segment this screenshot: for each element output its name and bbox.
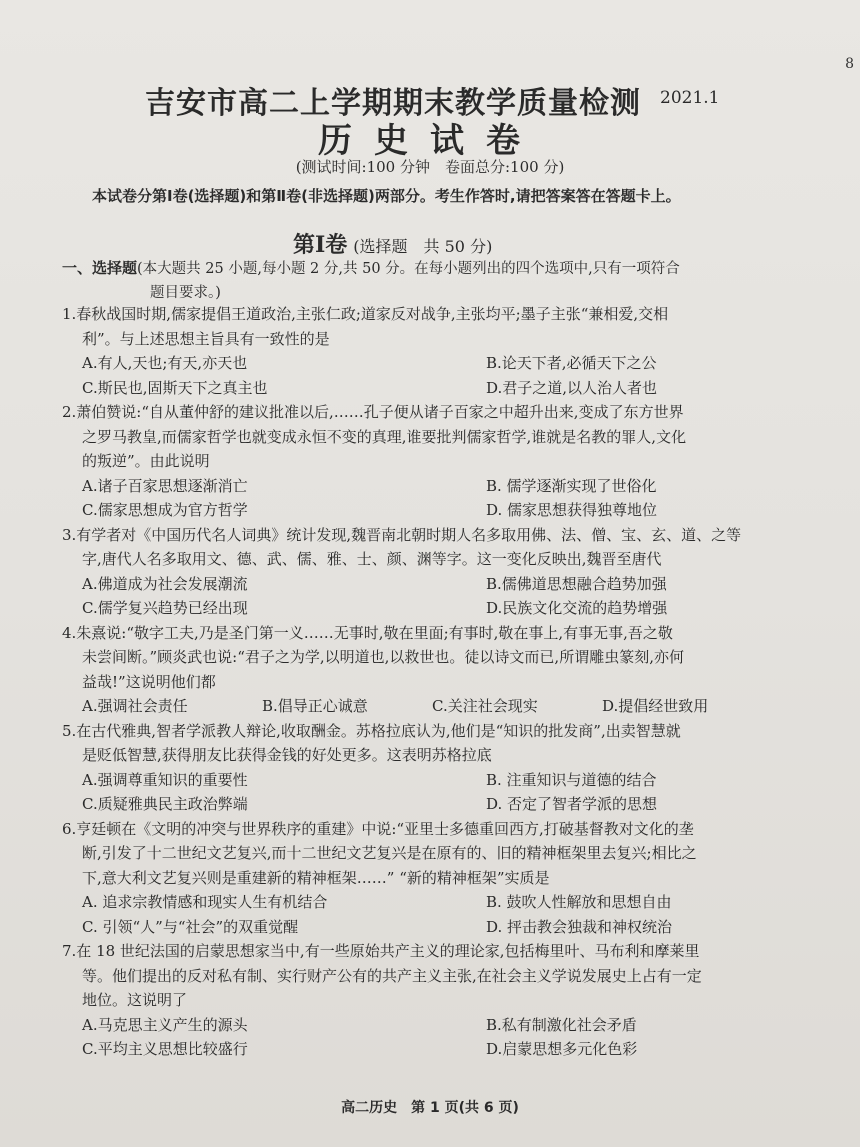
question-1 (62, 302, 802, 400)
options (62, 890, 802, 939)
stem-line: 下,意大利文艺复兴则是重建新的精神框架……” “新的精神框架”实质是 (82, 868, 550, 887)
page-footer: 高二历史 第 1 页(共 6 页) (341, 1100, 519, 1116)
option-a: A.强调社会责任 (82, 697, 188, 715)
section-intro (62, 256, 782, 305)
option-d: D. 否定了智者学派的思想 (486, 795, 658, 813)
option-d: D. 儒家思想获得独尊地位 (486, 501, 658, 519)
option-d: D.民族文化交流的趋势增强 (486, 599, 668, 617)
question-stem (62, 621, 802, 695)
part-heading (293, 228, 492, 259)
exam-meta: (测试时间:100 分钟 卷面总分:100 分) (295, 158, 565, 176)
exam-instruction: 本试卷分第Ⅰ卷(选择题)和第Ⅱ卷(非选择题)两部分。考生作答时,请把答案答在答题卡上。 (92, 187, 681, 205)
option-b: B. 鼓吹人性解放和思想自由 (486, 893, 672, 911)
option-a: A.有人,天也;有天,亦天也 (82, 354, 248, 372)
stem-line: 1.春秋战国时期,儒家提倡王道政治,主张仁政;道家反对战争,主张均平;墨子主张“兼相爱,交相 (62, 305, 669, 323)
option-c: C. 引领“人”与“社会”的双重觉醒 (82, 917, 299, 936)
question-7 (62, 939, 802, 1062)
options (62, 1013, 802, 1062)
stem-line: 6.亨廷顿在《文明的冲突与世界秩序的重建》中说:“亚里士多德重回西方,打破基督教对文化的垄 (62, 819, 694, 838)
stem-line: 的叛逆”。由此说明 (82, 452, 210, 470)
part-title: 第Ⅰ卷 (293, 232, 348, 258)
options (62, 694, 802, 719)
exam-title: 吉安市高二上学期期末教学质量检测 (145, 86, 641, 121)
stem-line: 未尝间断。”顾炎武也说:“君子之为学,以明道也,以救世也。徒以诗文而已,所谓雕虫篆刻,亦何 (82, 648, 684, 666)
option-a: A.诸子百家思想逐渐消亡 (82, 476, 248, 495)
question-stem (62, 302, 802, 351)
options (62, 768, 802, 817)
question-stem (62, 817, 802, 891)
question-stem (62, 719, 802, 768)
option-b: B. 注重知识与道德的结合 (486, 770, 657, 789)
option-a: A.马克思主义产生的源头 (82, 1015, 248, 1034)
options (62, 474, 802, 523)
stem-line: 地位。这说明了 (82, 991, 188, 1009)
option-c: C.质疑雅典民主政治弊端 (82, 795, 248, 813)
stem-line: 利”。与上述思想主旨具有一致性的是 (82, 329, 330, 348)
question-stem (62, 523, 802, 572)
options (62, 572, 802, 621)
question-4 (62, 621, 802, 719)
corner-mark: 8 (845, 56, 854, 72)
exam-date: 2021.1 (660, 88, 720, 108)
stem-line: 7.在 18 世纪法国的启蒙思想家当中,有一些原始共产主义的理论家,包括梅里叶、马布利和摩莱里 (62, 942, 700, 960)
option-a: A.强调尊重知识的重要性 (82, 770, 248, 789)
option-b: B.私有制激化社会矛盾 (486, 1015, 637, 1034)
option-b: B. 儒学逐渐实现了世俗化 (486, 476, 657, 495)
question-list (62, 302, 802, 1062)
part-note: (选择题 共 50 分) (353, 237, 493, 256)
option-c: C.儒家思想成为官方哲学 (82, 501, 248, 519)
section-desc: (本大题共 25 小题,每小题 2 分,共 50 分。在每小题列出的四个选项中,只有一项符合 (137, 261, 680, 277)
stem-line: 是贬低智慧,获得朋友比获得金钱的好处更多。这表明苏格拉底 (82, 746, 492, 764)
question-stem (62, 400, 802, 474)
option-b: B.倡导正心诚意 (262, 697, 368, 715)
option-d: D.提倡经世致用 (602, 697, 709, 715)
stem-line: 4.朱熹说:“敬字工夫,乃是圣门第一义……无事时,敬在里面;有事时,敬在事上,有事无事,吾之敬 (62, 623, 673, 642)
question-6 (62, 817, 802, 940)
option-c: C.关注社会现实 (432, 697, 538, 715)
option-d: D.君子之道,以人治人者也 (486, 378, 658, 397)
question-3 (62, 523, 802, 621)
section-desc-2: 题目要求。) (150, 285, 221, 301)
option-c: C.斯民也,固斯天下之真主也 (82, 378, 268, 397)
option-c: C.儒学复兴趋势已经出现 (82, 599, 248, 617)
option-b: B.儒佛道思想融合趋势加强 (486, 574, 667, 593)
option-a: A.佛道成为社会发展潮流 (82, 574, 248, 593)
options (62, 351, 802, 400)
option-d: D.启蒙思想多元化色彩 (486, 1040, 638, 1058)
stem-line: 之罗马教皇,而儒家哲学也就变成永恒不变的真理,谁要批判儒家哲学,谁就是名教的罪人,文化 (82, 427, 687, 446)
stem-line: 益哉!”这说明他们都 (82, 672, 216, 691)
section-heading: 一、选择题 (62, 259, 138, 277)
stem-line: 等。他们提出的反对私有制、实行财产公有的共产主义主张,在社会主义学说发展史上占有一定 (82, 966, 702, 985)
option-b: B.论天下者,必循天下之公 (486, 354, 657, 372)
option-a: A. 追求宗教情感和现实人生有机结合 (82, 893, 328, 911)
question-2 (62, 400, 802, 523)
stem-line: 断,引发了十二世纪文艺复兴,而十二世纪文艺复兴是在原有的、旧的精神框架里去复兴;相比之 (82, 844, 697, 862)
option-d: D. 抨击教会独裁和神权统治 (486, 917, 673, 936)
stem-line: 3.有学者对《中国历代名人词典》统计发现,魏晋南北朝时期人名多取用佛、法、僧、宝、玄、道、之等 (62, 525, 742, 544)
question-5 (62, 719, 802, 817)
option-c: C.平均主义思想比较盛行 (82, 1040, 248, 1058)
stem-line: 字,唐代人名多取用文、德、武、儒、雅、士、颜、渊等字。这一变化反映出,魏晋至唐代 (82, 550, 662, 568)
question-stem (62, 939, 802, 1013)
stem-line: 5.在古代雅典,智者学派教人辩论,收取酬金。苏格拉底认为,他们是“知识的批发商”,出卖智慧就 (62, 721, 681, 740)
stem-line: 2.萧伯赞说:“自从董仲舒的建议批准以后,……孔子便从诸子百家之中超升出来,变成了东方世界 (62, 403, 684, 421)
subject-title: 历史试卷 (318, 121, 542, 161)
